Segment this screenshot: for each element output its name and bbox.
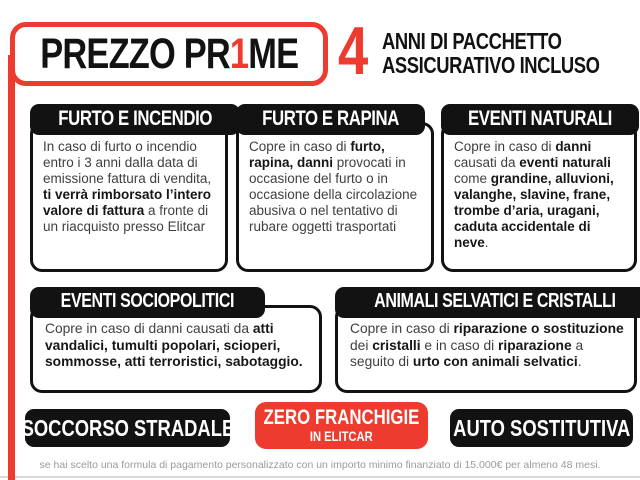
card-title: FURTO E RAPINA bbox=[236, 104, 425, 135]
page-title-accent: 1 bbox=[229, 29, 248, 78]
card-furto-rapina bbox=[236, 104, 434, 272]
title-box bbox=[10, 22, 328, 86]
card-body-text: Copre in caso di furto, rapina, danni provocati in occasione del furto o in occasione della circolazione abusiva o nel tentativo di rubare oggetti trasportati bbox=[236, 122, 434, 272]
page-title bbox=[40, 30, 298, 79]
card-body-text: Copre in caso di danni causati da atti vandalici, tumulti popolari, scioperi, sommosse, atti terroristici, sabotaggio. bbox=[30, 305, 322, 393]
card-title: ANIMALI SELVATICI E CRISTALLI bbox=[335, 287, 640, 318]
header-subtitle bbox=[382, 29, 640, 77]
left-accent-bar bbox=[8, 55, 15, 480]
card-eventi-sociopolitici bbox=[30, 287, 322, 393]
pill-auto-label: AUTO SOSTITUTIVA bbox=[452, 414, 631, 441]
card-furto-incendio bbox=[30, 104, 228, 272]
card-body-text: Copre in caso di danni causati da eventi naturali come grandine, alluvioni, valanghe, slavine, frane, trombe d’aria, uragani, caduta accidentale di neve. bbox=[441, 122, 637, 272]
card-title: EVENTI NATURALI bbox=[441, 104, 639, 135]
card-eventi-naturali bbox=[441, 104, 637, 272]
pill-soccorso-label: SOCCORSO STRADALE bbox=[21, 414, 234, 441]
years-number: 4 bbox=[338, 13, 369, 89]
pill-zero-label-line1: ZERO FRANCHIGIE bbox=[263, 406, 420, 429]
pill-soccorso-stradale bbox=[21, 409, 234, 447]
pill-zero-label-line2: IN ELITCAR bbox=[310, 428, 373, 444]
pill-auto-sostitutiva bbox=[450, 409, 633, 447]
subtitle-line-1: ANNI DI PACCHETTO bbox=[382, 28, 562, 54]
pill-zero-franchigie bbox=[255, 402, 428, 449]
footer-disclaimer: se hai scelto una formula di pagamento personalizzato con un importo minimo finanziato di 15.000€ per almeno 48 mesi. bbox=[39, 459, 601, 471]
page-title-post: ME bbox=[248, 29, 298, 78]
bottom-divider bbox=[0, 476, 640, 478]
card-body-text: In caso di furto o incendio entro i 3 anni dalla data di emissione fattura di vendita, ti verrà rimborsato l’intero valore di fattura a fronte di un riacquisto presso Elitcar bbox=[30, 122, 228, 272]
card-title: EVENTI SOCIOPOLITICI bbox=[30, 287, 265, 318]
card-animali-selvatici-cristalli bbox=[335, 287, 637, 393]
card-body-text: Copre in caso di riparazione o sostituzione dei cristalli e in caso di riparazione a seguito di urto con animali selvatici. bbox=[335, 305, 637, 393]
page-title-pre: PREZZO PR bbox=[40, 29, 230, 78]
subtitle-line-2: ASSICURATIVO INCLUSO bbox=[382, 52, 600, 78]
card-title: FURTO E INCENDIO bbox=[30, 104, 240, 135]
